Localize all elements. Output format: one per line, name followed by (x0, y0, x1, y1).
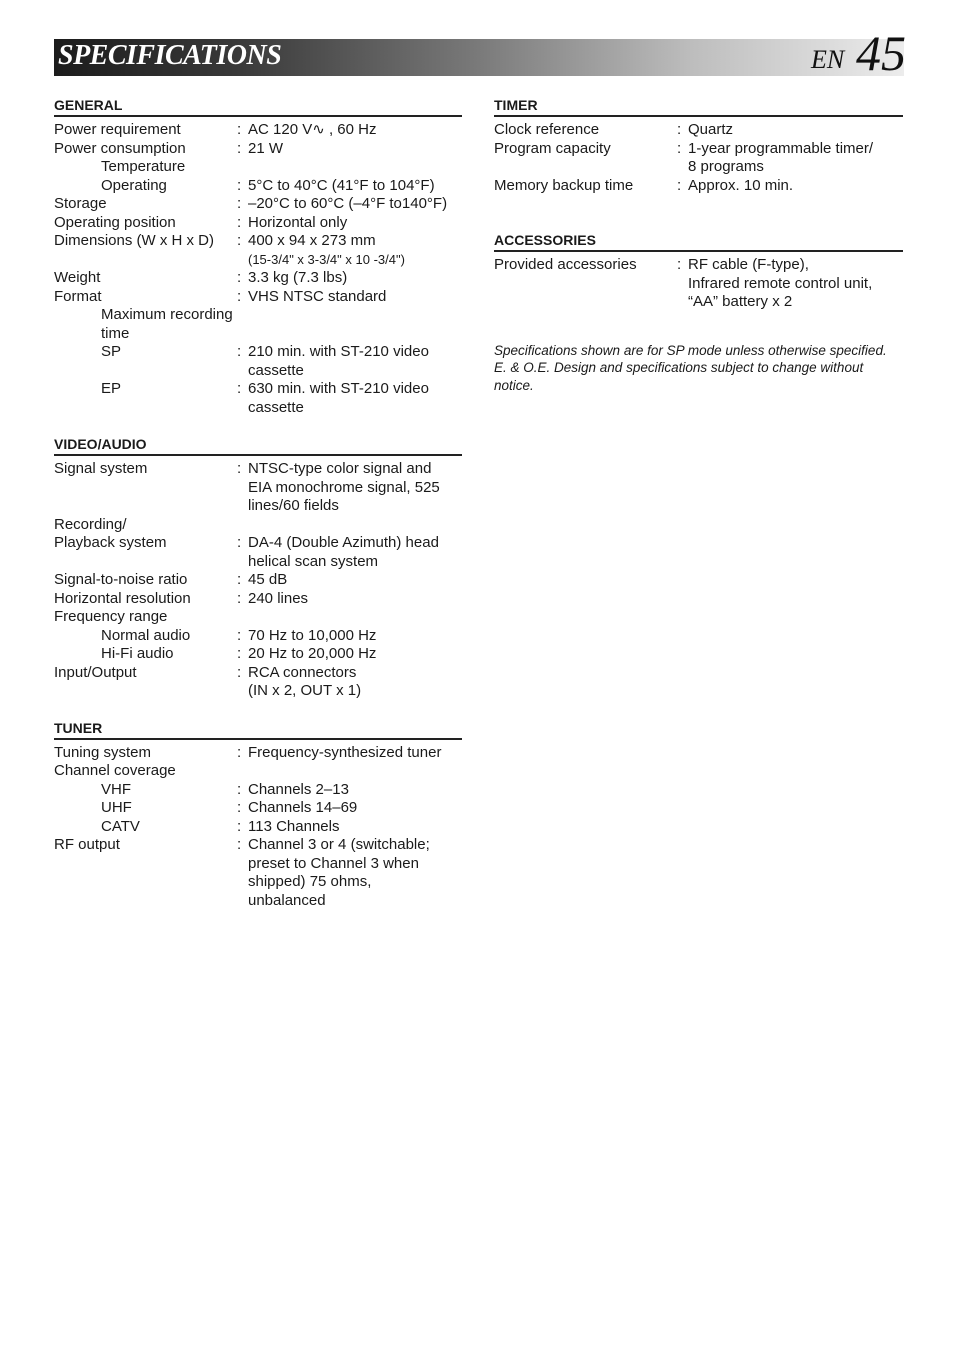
spec-value-line: 210 min. with ST-210 video (248, 343, 429, 360)
section-general (54, 96, 462, 417)
spec-value-line: 630 min. with ST-210 video (248, 380, 429, 397)
spec-label: Program capacity (494, 139, 611, 157)
spec-label: Operating (101, 176, 167, 194)
spec-row (54, 516, 462, 535)
spec-value (248, 744, 462, 763)
spec-row (54, 534, 462, 571)
page-number: 45 (856, 25, 906, 81)
spec-value (248, 177, 462, 196)
spec-label: Playback system (54, 534, 167, 551)
spec-value (248, 214, 462, 233)
spec-row (54, 380, 462, 417)
spec-value (248, 799, 462, 818)
spec-label: Input/Output (54, 663, 137, 681)
spec-value-line: “AA” battery x 2 (688, 293, 793, 310)
spec-value-line: 5°C to 40°C (41°F to 104°F) (248, 176, 435, 194)
spec-label: VHF (101, 780, 131, 798)
spec-label: Power requirement (54, 121, 181, 138)
spec-separator: : (237, 571, 242, 588)
spec-value-line: unbalanced (248, 891, 326, 909)
spec-value-line: shipped) 75 ohms, (248, 873, 372, 890)
spec-value (248, 571, 462, 590)
section-heading-tuner: TUNER (54, 719, 462, 740)
spec-value-line: RF cable (F-type), (688, 256, 809, 273)
left-column (54, 96, 462, 928)
spec-separator: : (677, 139, 682, 157)
video-audio-spec-list (54, 460, 462, 701)
section-heading-video-audio: VIDEO/AUDIO (54, 435, 462, 456)
spec-value (248, 269, 462, 288)
spec-separator: : (237, 817, 242, 835)
spec-value-line: 3.3 kg (7.3 lbs) (248, 269, 348, 286)
spec-value (248, 818, 462, 837)
timer-spec-list (494, 121, 903, 195)
spec-separator: : (237, 176, 242, 194)
spec-row (54, 608, 462, 627)
spec-value-line: Horizontal only (248, 213, 348, 231)
spec-separator: : (237, 645, 242, 662)
spec-value-line: 1-year programmable timer/ (688, 139, 874, 157)
spec-value (248, 140, 462, 159)
spec-value-line: VHS NTSC standard (248, 287, 387, 305)
spec-row (54, 343, 462, 380)
spec-value (248, 664, 462, 701)
spec-value (688, 256, 903, 312)
spec-label: Channel coverage (54, 762, 176, 779)
spec-row (54, 140, 462, 159)
spec-value (248, 534, 462, 571)
spec-value (248, 288, 462, 307)
spec-label: Recording/ (54, 515, 127, 533)
spec-label: Signal-to-noise ratio (54, 571, 188, 588)
section-accessories (494, 231, 903, 312)
spec-value-line: 113 Channels (248, 817, 340, 835)
spec-value (248, 645, 462, 664)
section-heading-timer: TIMER (494, 96, 903, 117)
spec-value-line: 8 programs (688, 158, 764, 175)
spec-label: EP (101, 380, 122, 397)
footnote (494, 342, 904, 395)
spec-value-line: Channels 14–69 (248, 799, 358, 816)
spec-separator: : (237, 287, 242, 305)
footnote-line: E. & O.E. Design and specifications subject to change without (494, 360, 864, 375)
spec-label: Clock reference (494, 121, 600, 138)
spec-row (54, 818, 462, 837)
spec-separator: : (237, 780, 242, 798)
spec-separator: : (677, 121, 682, 138)
spec-value-line: cassette (248, 361, 304, 379)
spec-value (248, 195, 462, 214)
spec-row (54, 195, 462, 214)
spec-separator: : (677, 176, 682, 194)
spec-label: Dimensions (W x H x D) (54, 232, 215, 249)
spec-value-line: NTSC-type color signal and (248, 460, 432, 477)
right-column (494, 96, 903, 394)
spec-separator: : (237, 195, 242, 212)
spec-value-line: Infrared remote control unit, (688, 274, 873, 292)
spec-label: RF output (54, 836, 120, 853)
footnote-line: Specifications shown are for SP mode unless otherwise specified. (494, 342, 887, 358)
spec-value-line: EIA monochrome signal, 525 (248, 478, 440, 496)
spec-label: CATV (101, 817, 140, 835)
spec-value-line: Channels 2–13 (248, 780, 349, 798)
spec-separator: : (237, 232, 242, 249)
spec-row (54, 269, 462, 288)
spec-value (248, 627, 462, 646)
spec-value-line: 70 Hz to 10,000 Hz (248, 626, 377, 644)
spec-value (248, 380, 462, 417)
spec-row (54, 836, 462, 910)
spec-label: Horizontal resolution (54, 589, 191, 607)
spec-value-line: 45 dB (248, 571, 288, 588)
spec-separator: : (237, 343, 242, 360)
spec-value (248, 836, 462, 910)
accessories-spec-list (494, 256, 903, 312)
section-timer (494, 96, 903, 195)
spec-label: Tuning system (54, 743, 151, 761)
spec-row (54, 590, 462, 609)
spec-label: Hi-Fi audio (101, 645, 174, 662)
spec-row (494, 140, 903, 177)
spec-row (54, 177, 462, 196)
spec-row (494, 121, 903, 140)
spec-value (688, 177, 903, 196)
spec-value-line: DA-4 (Double Azimuth) head (248, 534, 439, 551)
spec-row (54, 232, 462, 269)
spec-row (494, 256, 903, 312)
spec-value-line: 400 x 94 x 273 mm (248, 232, 376, 249)
spec-row (494, 177, 903, 196)
spec-label: Normal audio (101, 626, 191, 644)
spec-row (54, 627, 462, 646)
spec-value (688, 121, 903, 140)
spec-separator: : (677, 256, 682, 273)
spec-row (54, 762, 462, 781)
spec-row (54, 744, 462, 763)
tuner-spec-list (54, 744, 462, 911)
spec-separator: : (237, 121, 242, 138)
spec-separator: : (237, 213, 242, 231)
spec-value-line: preset to Channel 3 when (248, 854, 419, 872)
spec-separator: : (237, 589, 242, 607)
section-video-audio (54, 435, 462, 701)
spec-value-line: Channel 3 or 4 (switchable; (248, 836, 430, 853)
spec-label: Storage (54, 195, 107, 212)
spec-value (688, 140, 903, 177)
spec-label: Signal system (54, 460, 148, 477)
spec-label: Format (54, 287, 102, 305)
spec-separator: : (237, 534, 242, 551)
section-heading-accessories: ACCESSORIES (494, 231, 903, 252)
spec-separator: : (237, 799, 242, 816)
spec-value (248, 121, 462, 140)
spec-row (54, 306, 462, 343)
spec-separator: : (237, 460, 242, 477)
spec-label: Memory backup time (494, 176, 634, 194)
spec-label: SP (101, 343, 122, 360)
spec-value-line: RCA connectors (248, 663, 357, 681)
spec-separator: : (237, 663, 242, 681)
spec-row (54, 571, 462, 590)
spec-value (248, 343, 462, 380)
spec-separator: : (237, 380, 242, 397)
spec-value-line: AC 120 V∿ , 60 Hz (248, 121, 377, 138)
general-spec-list (54, 121, 462, 417)
spec-label: UHF (101, 799, 132, 816)
spec-value-line: lines/60 fields (248, 497, 339, 514)
spec-row (54, 158, 462, 177)
language-label: EN (811, 45, 845, 74)
spec-label: Temperature (101, 158, 186, 175)
spec-separator: : (237, 626, 242, 644)
spec-label: Frequency range (54, 608, 168, 625)
spec-label: Maximum recording time (101, 306, 233, 342)
spec-separator: : (237, 269, 242, 286)
spec-value-line: 240 lines (248, 589, 309, 607)
spec-row (54, 121, 462, 140)
spec-value-line: 21 W (248, 139, 284, 157)
spec-value (248, 232, 462, 269)
spec-value (248, 781, 462, 800)
spec-row (54, 781, 462, 800)
spec-value-line: cassette (248, 398, 304, 416)
spec-value-line: 20 Hz to 20,000 Hz (248, 645, 377, 662)
spec-row (54, 664, 462, 701)
footnote-line: notice. (494, 377, 534, 393)
spec-value-line: (15-3/4" x 3-3/4" x 10 -3/4") (248, 251, 405, 267)
spec-separator: : (237, 139, 242, 157)
spec-label: Provided accessories (494, 256, 637, 273)
spec-row (54, 214, 462, 233)
spec-value-line: Frequency-synthesized tuner (248, 743, 442, 761)
spec-separator: : (237, 743, 242, 761)
spec-value-line: –20°C to 60°C (–4°F to140°F) (248, 195, 448, 212)
spec-value-line: Quartz (688, 121, 734, 138)
spec-row (54, 460, 462, 516)
section-tuner (54, 719, 462, 911)
spec-row (54, 645, 462, 664)
spec-label: Power consumption (54, 139, 186, 157)
spec-label: Weight (54, 269, 101, 286)
spec-value (248, 590, 462, 609)
spec-separator: : (237, 836, 242, 853)
spec-value-line: (IN x 2, OUT x 1) (248, 682, 362, 699)
spec-row (54, 799, 462, 818)
spec-value-line: helical scan system (248, 552, 379, 570)
section-heading-general: GENERAL (54, 96, 462, 117)
spec-value-line: Approx. 10 min. (688, 176, 794, 194)
spec-row (54, 288, 462, 307)
spec-value (248, 460, 462, 516)
page-title: SPECIFICATIONS (58, 40, 282, 71)
spec-label: Operating position (54, 213, 176, 231)
